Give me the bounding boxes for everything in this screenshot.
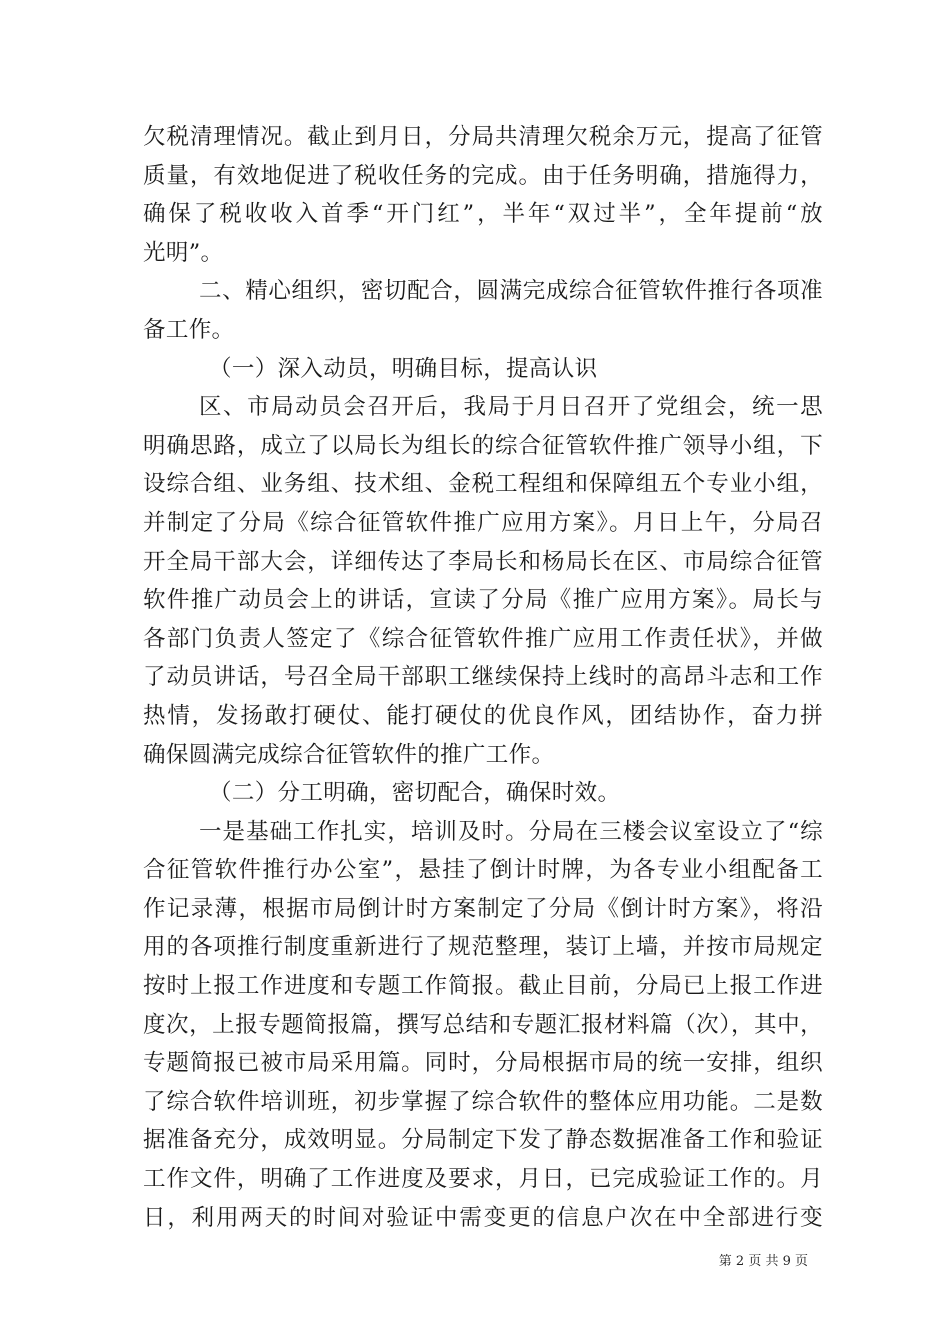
text-line: 并制定了分局《综合征管软件推广应用方案》。月日上午，分局召 [143, 509, 823, 536]
text-line: 按时上报工作进度和专题工作简报。截止目前，分局已上报工作进 [143, 973, 823, 1000]
subsection-heading: （一）深入动员，明确目标，提高认识 [209, 355, 598, 382]
body-text [143, 118, 823, 1237]
text-line: 了综合软件培训班，初步掌握了综合软件的整体应用功能。二是数 [143, 1088, 823, 1115]
text-line: 确保圆满完成综合征管软件的推广工作。 [143, 741, 555, 768]
text-line: 欠税清理情况。截止到月日，分局共清理欠税余万元，提高了征管 [143, 124, 823, 150]
text-line: 各部门负责人签定了《综合征管软件推广应用工作责任状》，并做 [143, 625, 823, 652]
text-line: 热情，发扬敢打硬仗、能打硬仗的优良作风，团结协作，奋力拼 [143, 702, 823, 729]
section-heading-cont: 备工作。 [143, 316, 235, 343]
text-line: 确保了税收收入首季“开门红”，半年“双过半”，全年提前“放 [143, 201, 823, 228]
text-line: 据准备充分，成效明显。分局制定下发了静态数据准备工作和验证 [143, 1127, 823, 1154]
text-line: 度次，上报专题简报篇，撰写总结和专题汇报材料篇（次），其中， [143, 1011, 823, 1038]
page-number: 第 2 页 共 9 页 [718, 1254, 808, 1269]
text-line: 设综合组、业务组、技术组、金税工程组和保障组五个专业小组， [143, 471, 823, 498]
text-line: 作记录薄，根据市局倒计时方案制定了分局《倒计时方案》，将沿 [143, 895, 823, 922]
text-line: 专题简报已被市局采用篇。同时，分局根据市局的统一安排，组织 [143, 1050, 823, 1077]
text-line: 光明”。 [143, 239, 224, 266]
subsection-heading: （二）分工明确，密切配合，确保时效。 [209, 780, 621, 807]
text-line: 质量，有效地促进了税收任务的完成。由于任务明确，措施得力， [143, 162, 823, 189]
text-line: 区、市局动员会召开后，我局于月日召开了党组会，统一思 [199, 394, 823, 421]
text-line: 了动员讲话，号召全局干部职工继续保持上线时的高昂斗志和工作 [143, 664, 823, 691]
text-line: 日，利用两天的时间对验证中需变更的信息户次在中全部进行变 [143, 1204, 823, 1231]
text-line: 软件推广动员会上的讲话，宣读了分局《推广应用方案》。局长与 [143, 587, 823, 614]
text-line: 开全局干部大会，详细传达了李局长和杨局长在区、市局综合征管 [143, 548, 823, 575]
section-heading: 二、精心组织，密切配合，圆满完成综合征管软件推行各项准 [199, 278, 823, 305]
text-line: 明确思路，成立了以局长为组长的综合征管软件推广领导小组，下 [143, 432, 823, 459]
text-line: 用的各项推行制度重新进行了规范整理，装订上墙，并按市局规定 [143, 934, 823, 961]
text-line: 工作文件，明确了工作进度及要求，月日，已完成验证工作的。月 [143, 1166, 823, 1193]
text-line: 一是基础工作扎实，培训及时。分局在三楼会议室设立了“综 [199, 818, 823, 845]
text-line: 合征管软件推行办公室”，悬挂了倒计时牌，为各专业小组配备工 [143, 857, 823, 884]
